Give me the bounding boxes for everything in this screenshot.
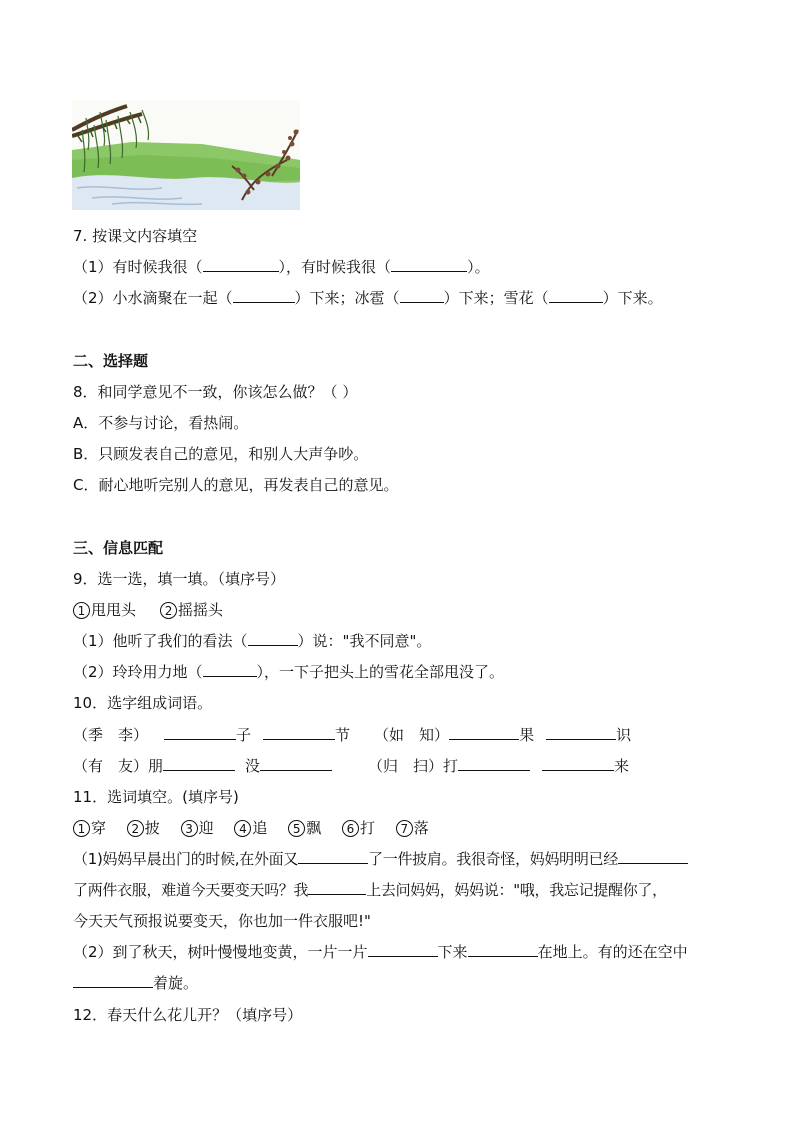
answer-blank[interactable] <box>542 755 614 771</box>
answer-blank[interactable] <box>163 755 235 771</box>
question-7-title: 7. 按课文内容填空 <box>73 227 198 245</box>
q7-l2-text-a: （2）小水滴聚在一起（ <box>73 289 233 307</box>
option-number: 4 <box>234 820 251 837</box>
q10-suffix: 节 <box>335 726 351 744</box>
answer-blank[interactable] <box>263 724 335 740</box>
answer-blank[interactable] <box>458 755 530 771</box>
q7-l2-text-c: ）下来；雪花（ <box>443 289 549 307</box>
q10-group-4: （归 扫）打 <box>368 757 459 775</box>
question-9-line-1 <box>73 630 431 652</box>
question-7-line-1 <box>73 256 490 278</box>
answer-blank[interactable] <box>400 287 444 303</box>
q10-group-2: （如 知） <box>374 726 450 744</box>
q9-l2-text-b: ），一下子把头上的雪花全部甩没了。 <box>256 663 505 681</box>
answer-blank[interactable] <box>73 972 153 988</box>
question-7-line-2 <box>73 287 663 309</box>
q7-l1-text-a: （1）有时候我很（ <box>73 258 203 276</box>
section-heading-choice: 二、选择题 <box>73 352 149 370</box>
answer-blank[interactable] <box>391 256 467 272</box>
q10-group-3: （有 友）朋 <box>73 757 164 775</box>
question-11-para-2-line-1 <box>73 941 688 963</box>
q10-suffix: 子 <box>236 726 252 744</box>
option-word: 打 <box>359 819 375 837</box>
answer-blank[interactable] <box>203 256 279 272</box>
question-10-row-2 <box>73 755 629 777</box>
option-word: 追 <box>252 819 268 837</box>
answer-blank[interactable] <box>260 755 332 771</box>
question-11-title: 11．选词填空。(填序号) <box>73 788 239 806</box>
answer-blank[interactable] <box>248 630 298 646</box>
question-9-line-2 <box>73 661 504 683</box>
willow-river-illustration <box>72 100 300 210</box>
q10-suffix: 果 <box>519 726 535 744</box>
option-word: 穿 <box>91 819 107 837</box>
option-number: 5 <box>288 820 305 837</box>
option-number: 1 <box>73 820 90 837</box>
q7-l2-text-d: ）下来。 <box>602 289 663 307</box>
question-9-title: 9．选一选，填一填。（填序号） <box>73 570 286 588</box>
q11-text: 了两件衣服，难道今天要变天吗？我 <box>73 881 309 899</box>
answer-blank[interactable] <box>164 724 236 740</box>
question-11-para-1-line-1 <box>73 848 688 870</box>
question-10-row-1 <box>73 724 631 746</box>
question-11-options <box>73 817 429 839</box>
answer-blank[interactable] <box>449 724 519 740</box>
option-word: 甩甩头 <box>91 601 137 619</box>
question-11-para-1-line-2 <box>73 879 667 901</box>
option-number-2: 2 <box>160 602 177 619</box>
option-number: 7 <box>396 820 413 837</box>
question-12-title: 12．春天什么花儿开？（填序号） <box>73 1006 303 1024</box>
q7-l1-text-c: ）。 <box>467 258 490 276</box>
option-number-1: 1 <box>73 602 90 619</box>
answer-blank[interactable] <box>203 661 257 677</box>
option-number: 6 <box>342 820 359 837</box>
question-9-options <box>73 599 223 621</box>
q9-l2-text-a: （2）玲玲用力地（ <box>73 663 203 681</box>
question-8-option-b[interactable]: B．只顾发表自己的意见，和别人大声争吵。 <box>73 445 369 463</box>
q11-text: 下来 <box>437 943 468 961</box>
question-11-para-2-line-2 <box>73 972 198 994</box>
q10-suffix: 来 <box>614 757 630 775</box>
answer-blank[interactable] <box>618 848 688 864</box>
q10-group-1: （季 李） <box>73 726 149 744</box>
answer-blank[interactable] <box>298 848 368 864</box>
q11-text: （2）到了秋天，树叶慢慢地变黄，一片一片 <box>73 943 368 961</box>
answer-blank[interactable] <box>468 941 538 957</box>
answer-blank[interactable] <box>546 724 616 740</box>
question-10-title: 10．选字组成词语。 <box>73 694 213 712</box>
q11-text: 着旋。 <box>153 974 199 992</box>
q11-text: 在地上。有的还在空中 <box>537 943 688 961</box>
question-11-para-1-line-3: 今天天气预报说要变天，你也加一件衣服吧!" <box>73 912 371 930</box>
option-word: 摇摇头 <box>178 601 224 619</box>
q10-suffix: 识 <box>616 726 632 744</box>
q11-text: 上去问妈妈，妈妈说："哦，我忘记提醒你了， <box>366 881 667 899</box>
option-word: 落 <box>413 819 429 837</box>
q7-l1-text-b: ），有时候我很（ <box>278 258 392 276</box>
option-word: 披 <box>144 819 160 837</box>
question-8-title: 8．和同学意见不一致，你该怎么做？（ ） <box>73 383 358 401</box>
q7-l2-text-b: ）下来；冰雹（ <box>294 289 400 307</box>
q10-prefix: 没 <box>245 757 261 775</box>
answer-blank[interactable] <box>233 287 295 303</box>
q9-l1-text-a: （1）他听了我们的看法（ <box>73 632 248 650</box>
answer-blank[interactable] <box>308 879 366 895</box>
q9-l1-text-b: ）说："我不同意"。 <box>297 632 432 650</box>
option-number: 3 <box>181 820 198 837</box>
option-word: 飘 <box>306 819 322 837</box>
answer-blank[interactable] <box>368 941 438 957</box>
question-8-option-c[interactable]: C．耐心地听完别人的意见，再发表自己的意见。 <box>73 476 399 494</box>
option-word: 迎 <box>198 819 214 837</box>
option-number: 2 <box>127 820 144 837</box>
q11-text: 了一件披肩。我很奇怪，妈妈明明已经 <box>368 850 618 868</box>
question-8-option-a[interactable]: A．不参与讨论，看热闹。 <box>73 414 249 432</box>
answer-blank[interactable] <box>549 287 603 303</box>
section-heading-matching: 三、信息匹配 <box>73 539 164 557</box>
q11-text: （1)妈妈早晨出门的时候,在外面又 <box>73 850 299 868</box>
